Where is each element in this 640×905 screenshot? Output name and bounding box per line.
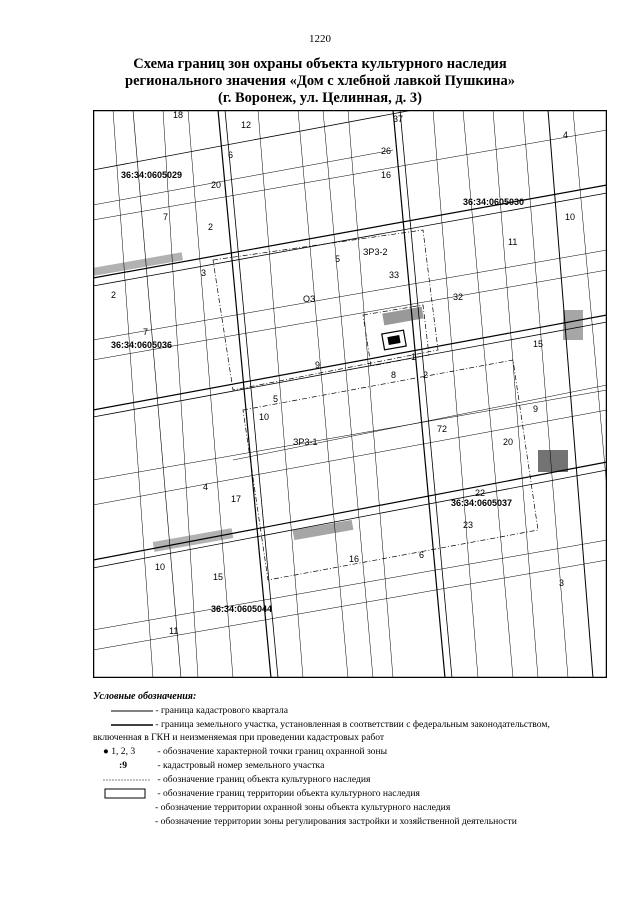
- title-line-2: регионального значения «Дом с хлебной лавкой Пушкина»: [125, 73, 515, 89]
- parcel-number: 4: [563, 130, 569, 140]
- parcel-number: 3: [559, 578, 565, 588]
- legend-item-quarter-border: [111, 704, 288, 717]
- zone-label: ЗР3-2: [363, 247, 388, 257]
- parcel-number: 20: [503, 437, 514, 447]
- parcel-number: 5: [273, 394, 279, 404]
- parcel-number: 11: [169, 626, 179, 636]
- parcel-number: 5: [335, 254, 341, 264]
- legend-text: - граница земельного участка, установленная в соответствии с федеральным законодательством,: [155, 719, 550, 730]
- legend-text: включенная в ГКН и неизменяемая при проведении кадастровых работ: [93, 732, 385, 743]
- parcel-number-symbol: :9: [119, 760, 127, 771]
- page-title: [60, 56, 580, 107]
- legend-text: - кадастровый номер земельного участка: [157, 760, 325, 771]
- parcel-number: 37: [393, 114, 404, 124]
- territory-border-symbol: [103, 788, 155, 799]
- parcel-number: 8: [391, 370, 397, 380]
- parcel-number: 23: [463, 520, 474, 530]
- parcel-number: 4: [203, 482, 209, 492]
- parcel-number: 15: [533, 339, 544, 349]
- parcel-number: 6: [419, 550, 425, 560]
- legend-text: - обозначение территории охранной зоны объекта культурного наследия: [155, 802, 451, 813]
- parcel-number: 10: [565, 212, 576, 222]
- page-number: 1220: [309, 33, 331, 45]
- parcel-number: 16: [381, 170, 392, 180]
- parcel-number: 15: [213, 572, 224, 582]
- legend-text: - обозначение границ объекта культурного наследия: [157, 774, 371, 785]
- parcel-number: 3: [201, 268, 207, 278]
- legend-item-parcel-border-cont: [93, 731, 384, 744]
- legend-item-parcel-border: [111, 718, 550, 731]
- object-border-symbol: [103, 776, 155, 784]
- title-line-3: (г. Воронеж, ул. Целинная, д. 3): [217, 90, 422, 106]
- quarter-label: 36:34:0605036: [111, 340, 173, 350]
- parcel-number: 33: [389, 270, 400, 280]
- parcel-number: 20: [211, 180, 222, 190]
- quarter-border-symbol: [111, 707, 153, 715]
- cadastral-map: [93, 110, 607, 678]
- parcel-number: 16: [349, 554, 360, 564]
- legend-text: - граница кадастрового квартала: [155, 705, 288, 716]
- parcel-border-symbol: [111, 721, 153, 729]
- legend-item-territory-border: [103, 787, 420, 800]
- legend-heading: Условные обозначения:: [93, 691, 197, 702]
- zone-label: ЗР3-1: [293, 437, 318, 447]
- zone-label: ОЗ: [303, 294, 316, 304]
- parcel-number: 2: [423, 370, 429, 380]
- parcel-number: 7: [143, 327, 149, 337]
- point-symbol: ● 1, 2, 3: [103, 746, 136, 757]
- legend-item-parcel-number: [119, 759, 324, 772]
- parcel-number: 9: [533, 404, 539, 414]
- parcel-number: 32: [453, 292, 464, 302]
- parcel-number: 2: [111, 290, 117, 300]
- legend-item-object-border: [103, 773, 370, 786]
- parcel-number: 22: [475, 488, 486, 498]
- title-line-1: Схема границ зон охраны объекта культурного наследия: [133, 56, 507, 72]
- parcel-number: 10: [155, 562, 166, 572]
- parcel-number: 1: [411, 352, 417, 362]
- legend-item-regulation-zone: [155, 815, 517, 828]
- legend-item-protection-zone: [155, 801, 450, 814]
- legend-text: - обозначение границ территории объекта культурного наследия: [157, 788, 420, 799]
- parcel-number: 9: [315, 360, 321, 370]
- parcel-number: 7: [163, 212, 169, 222]
- parcel-number: 72: [437, 424, 448, 434]
- parcel-number: 6: [228, 150, 234, 160]
- legend-text: - обозначение территории зоны регулирования застройки и хозяйственной деятельности: [155, 816, 517, 827]
- parcel-number: 17: [231, 494, 242, 504]
- parcel-number: 10: [259, 412, 270, 422]
- legend-text: - обозначение характерной точки границ охранной зоны: [157, 746, 388, 757]
- quarter-label: 36:34:0605037: [451, 498, 513, 508]
- quarter-label: 36:34:0605030: [463, 197, 525, 207]
- parcel-number: 12: [241, 120, 252, 130]
- quarter-label: 36:34:0605029: [121, 170, 183, 180]
- parcel-number: 2: [208, 222, 214, 232]
- legend-item-points: [103, 745, 387, 758]
- parcel-number: 11: [508, 237, 518, 247]
- parcel-number: 26: [381, 146, 392, 156]
- quarter-label: 36:34:0605044: [211, 604, 273, 614]
- parcel-number: 18: [173, 110, 184, 120]
